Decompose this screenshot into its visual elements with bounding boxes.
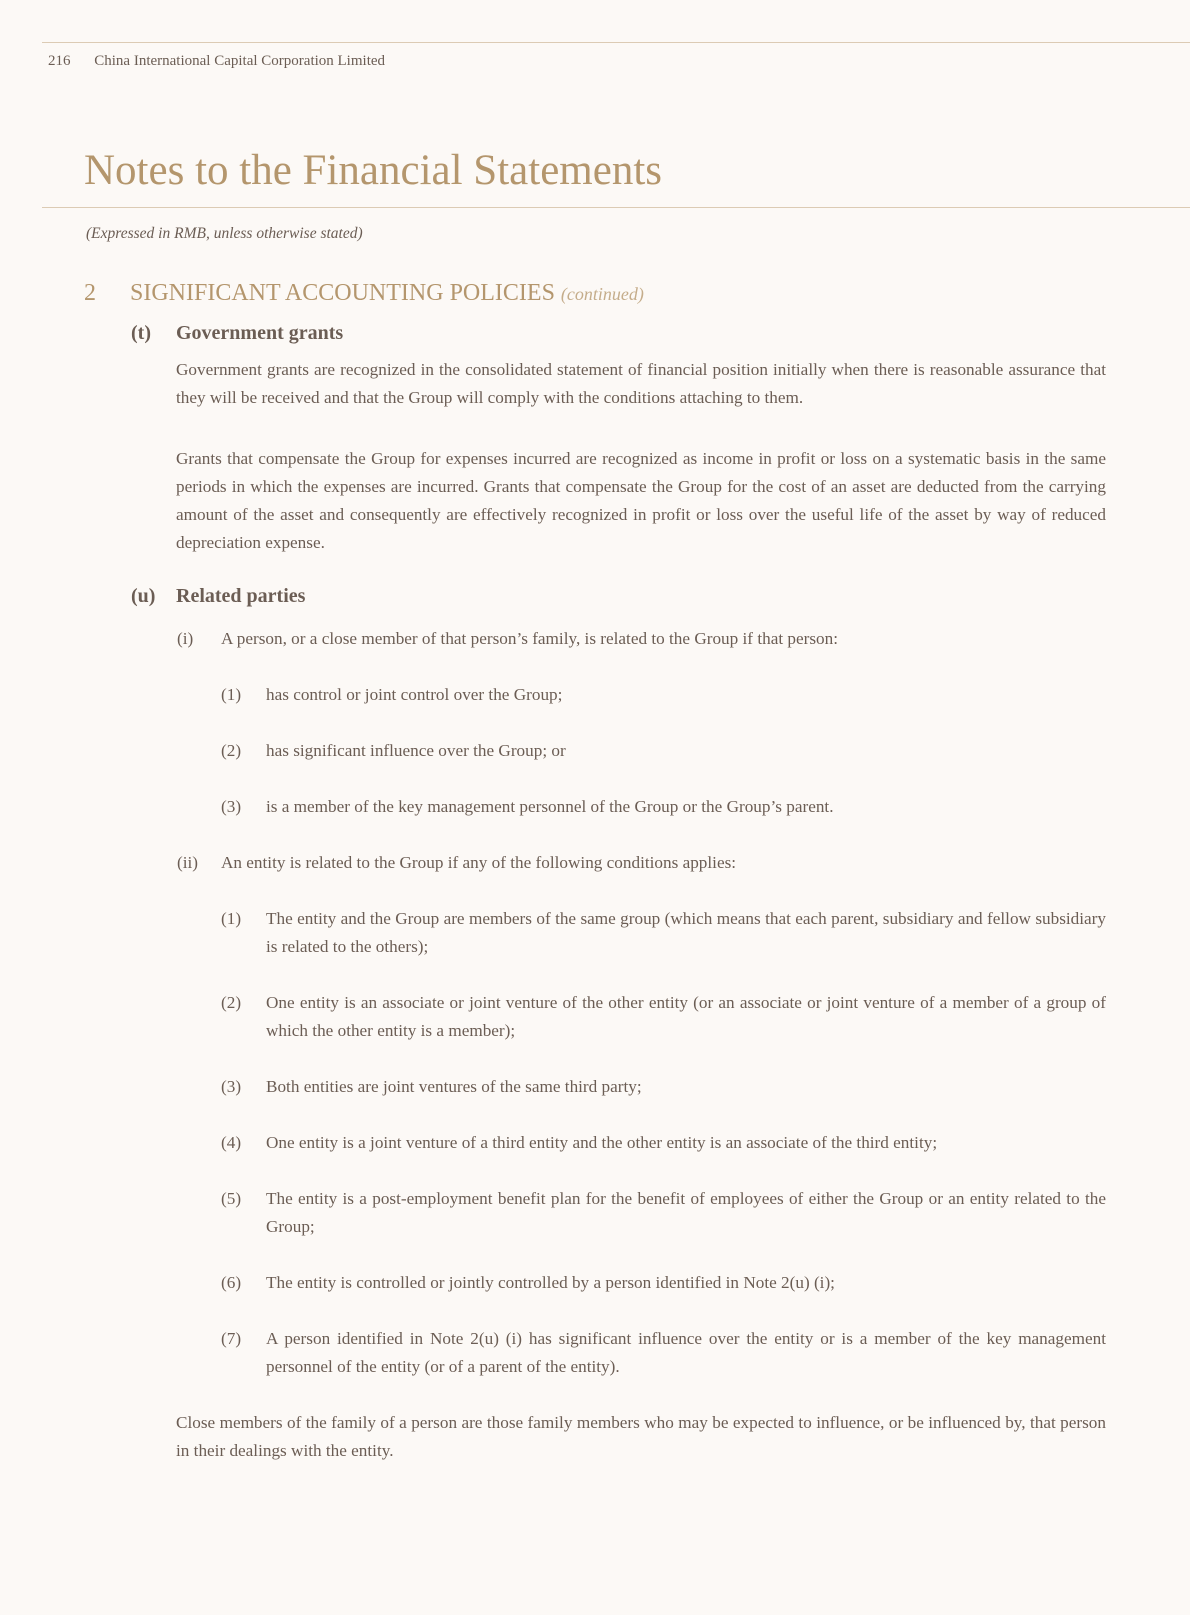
list-marker: (6) [221, 1273, 242, 1292]
header-rule [42, 42, 1190, 43]
subsection-heading-government-grants [131, 322, 343, 345]
list-marker: (5) [221, 1189, 242, 1208]
list-text: The entity is a post-employment benefit plan for the benefit of employees of either the Group or an entity related to the Group; [266, 1189, 1106, 1236]
section-continued: (continued) [560, 284, 644, 304]
list-text: The entity and the Group are members of the same group (which means that each parent, subsidiary and fellow subsidiary is related to the others); [266, 909, 1106, 956]
list-text: One entity is an associate or joint venture of the other entity (or an associate or joint venture of a member of a group of which the other entity is a member); [266, 993, 1106, 1040]
paragraph: Grants that compensate the Group for expenses incurred are recognized as income in profit or loss on a systematic basis in the same periods in which the expenses are incurred. Grants that compensate the Group for the cost of an asset are deducted from the carrying amount of the asset and consequently are effectively recognized in profit or loss over the useful life of the asset by way of reduced depreciation expense. [176, 449, 1106, 552]
page-subtitle: (Expressed in RMB, unless otherwise stated) [86, 225, 363, 242]
subsection-heading-related-parties [131, 585, 305, 608]
company-name: China International Capital Corporation Limited [94, 53, 386, 69]
list-text: Both entities are joint ventures of the same third party; [266, 1077, 642, 1096]
page-number: 216 [48, 53, 71, 69]
section-title: SIGNIFICANT ACCOUNTING POLICIES [130, 280, 555, 306]
list-marker: (3) [221, 1077, 242, 1096]
title-rule [42, 207, 1190, 208]
list-marker: (4) [221, 1133, 242, 1152]
list-marker: (1) [221, 685, 242, 704]
list-marker: (1) [221, 909, 242, 928]
list-text: An entity is related to the Group if any of the following conditions applies: [221, 853, 737, 872]
section-heading [84, 280, 644, 307]
list-marker: (2) [221, 741, 242, 760]
list-text: is a member of the key management personnel of the Group or the Group’s parent. [266, 797, 834, 816]
list-marker: (i) [177, 629, 194, 648]
paragraph: Government grants are recognized in the consolidated statement of financial position initially when there is reasonable assurance that they will be received and that the Group will comply with the conditions attaching to them. [176, 360, 1106, 407]
subsection-letter: (t) [131, 322, 151, 344]
subsection-title: Government grants [176, 322, 344, 344]
list-text: has control or joint control over the Group; [266, 685, 563, 704]
list-marker: (2) [221, 993, 242, 1012]
closing-paragraph: Close members of the family of a person are those family members who may be expected to influence, or be influenced by, that person in their dealings with the entity. [176, 1413, 1106, 1460]
list-marker: (3) [221, 797, 242, 816]
subsection-title: Related parties [176, 585, 306, 607]
list-text: A person, or a close member of that person’s family, is related to the Group if that person: [221, 629, 838, 648]
list-text: The entity is controlled or jointly controlled by a person identified in Note 2(u) (i); [266, 1273, 835, 1292]
list-text: A person identified in Note 2(u) (i) has significant influence over the entity or is a member of the key management personnel of the entity (or of a parent of the entity). [266, 1329, 1106, 1376]
running-header [48, 53, 385, 70]
list-text: One entity is a joint venture of a third entity and the other entity is an associate of the third entity; [266, 1133, 938, 1152]
list-text: has significant influence over the Group; or [266, 741, 566, 760]
page-title: Notes to the Financial Statements [84, 147, 663, 194]
section-number: 2 [84, 280, 96, 306]
list-marker: (ii) [177, 853, 198, 872]
list-marker: (7) [221, 1329, 242, 1348]
subsection-letter: (u) [131, 585, 156, 607]
